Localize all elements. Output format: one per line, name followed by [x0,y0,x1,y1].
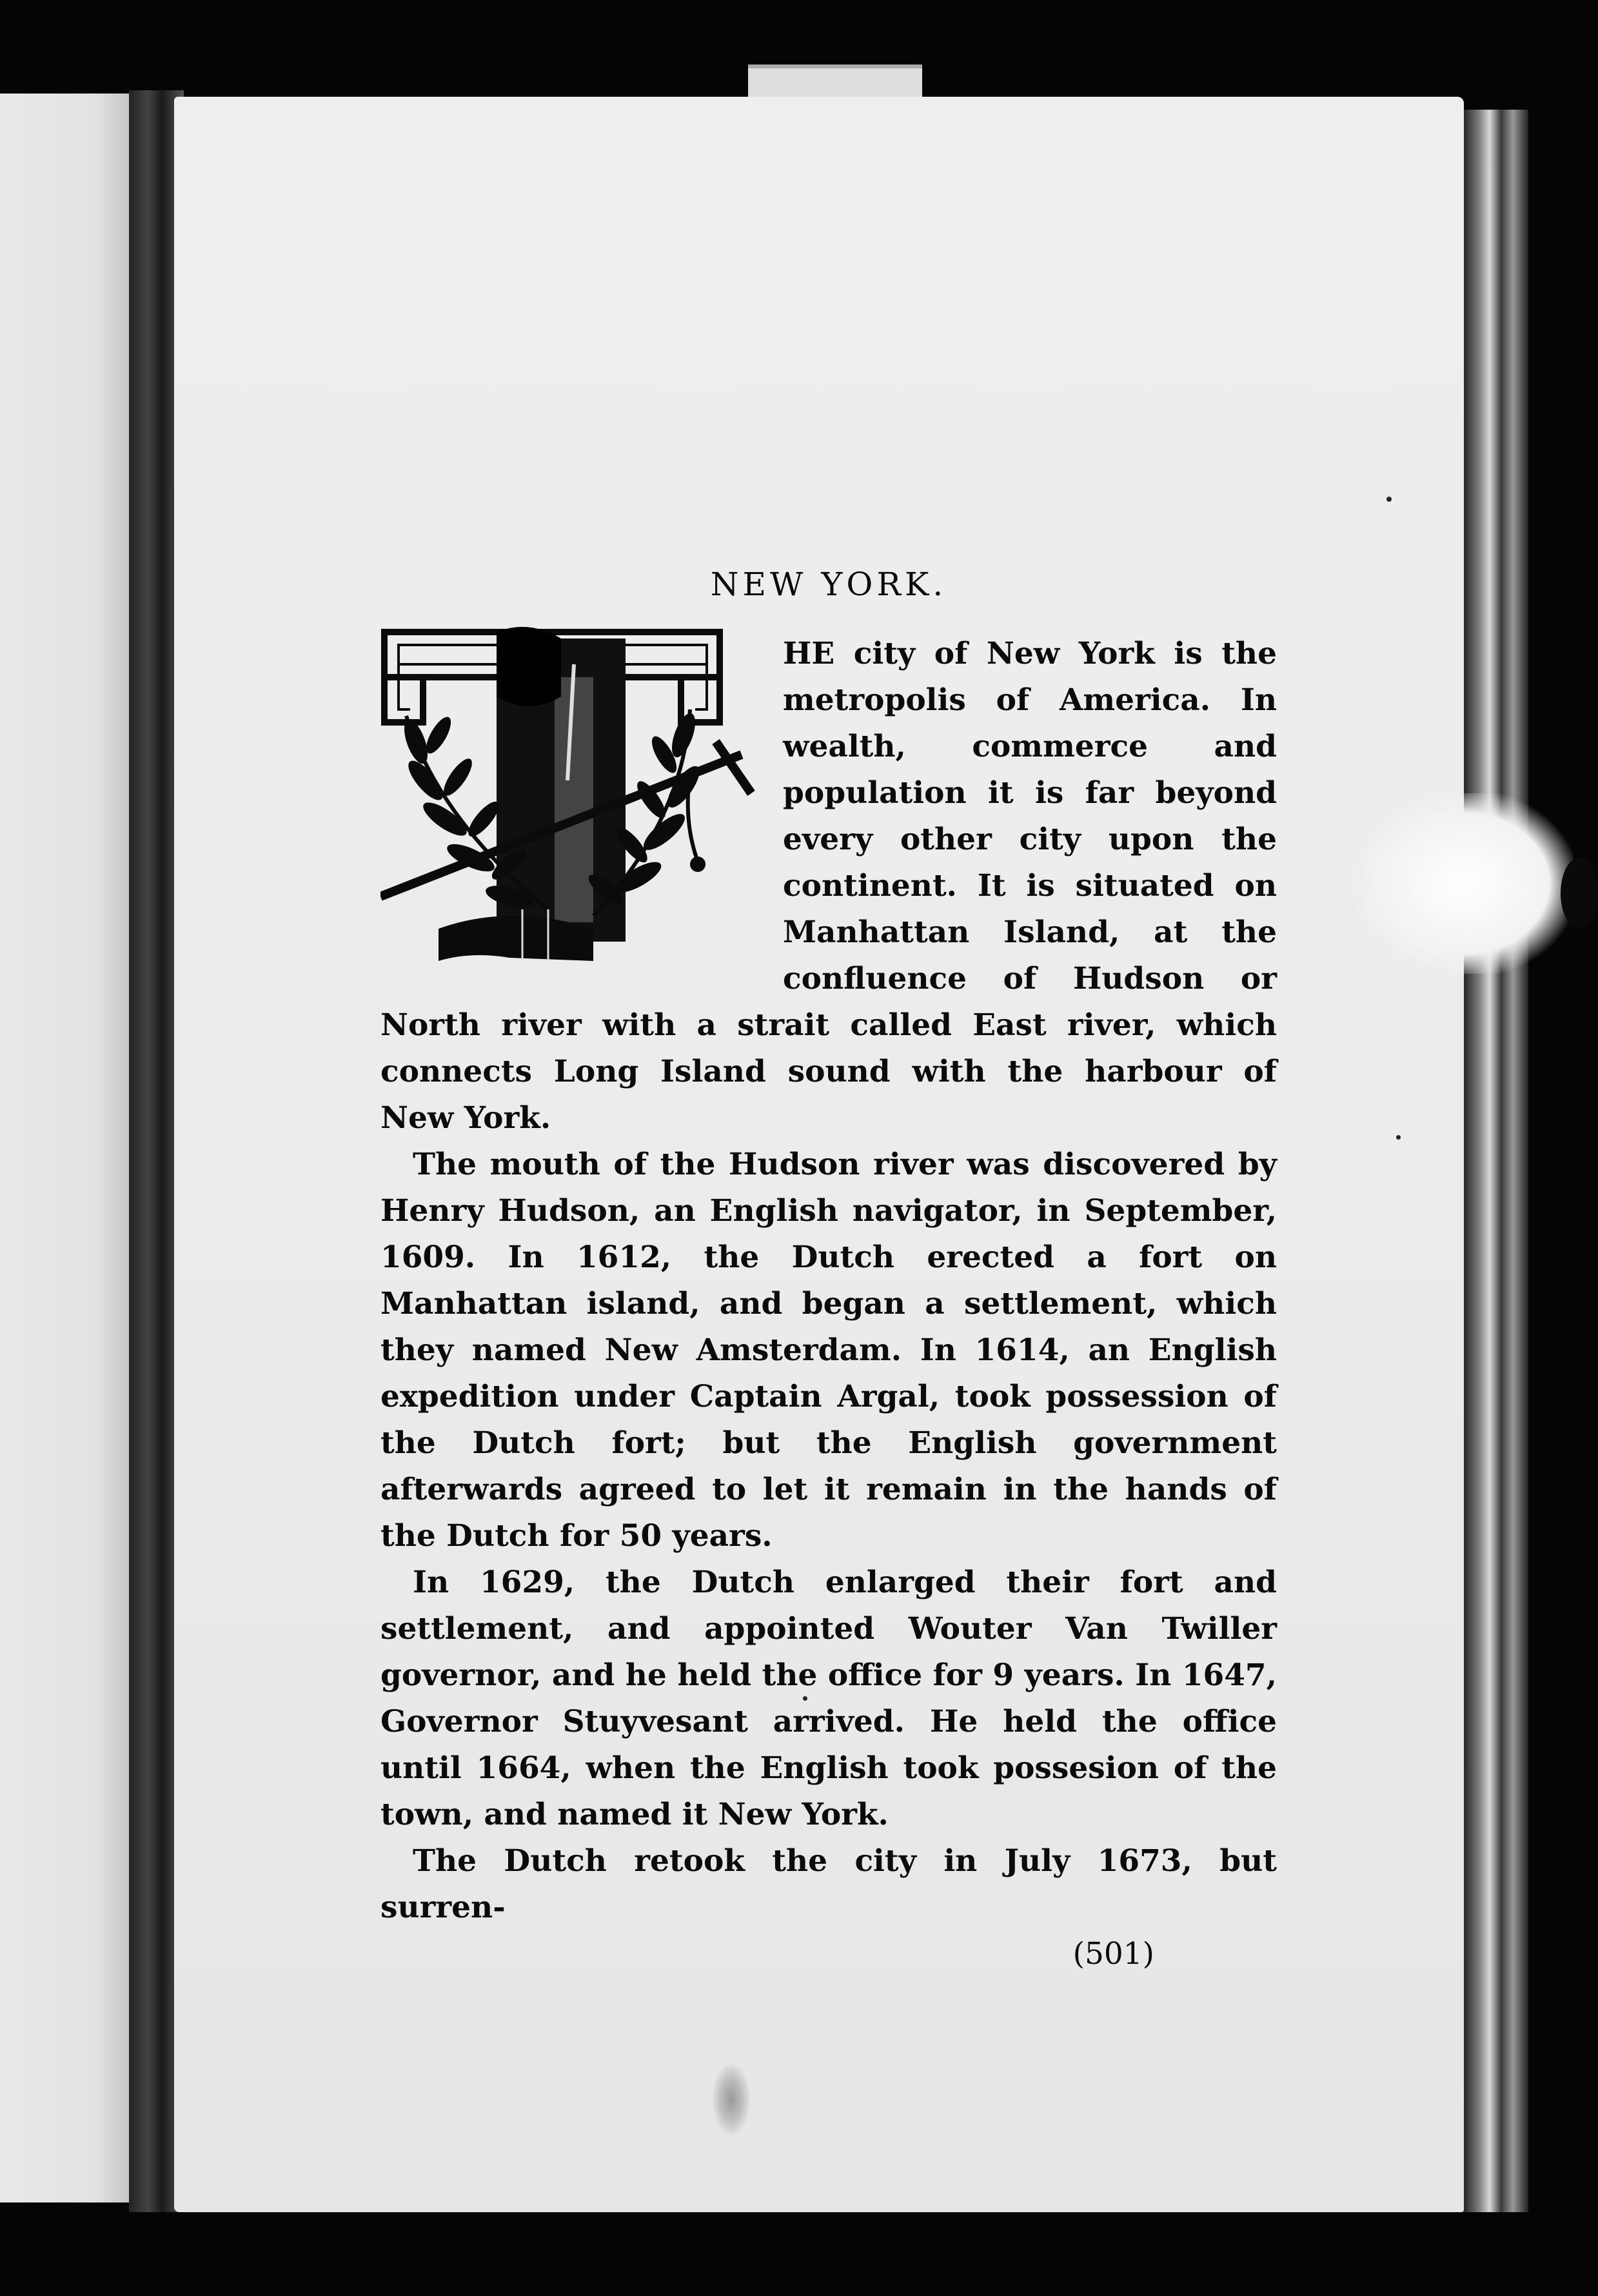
page-title: NEW YORK. [710,566,947,603]
ink-speck [1386,497,1392,502]
paragraph: In 1629, the Dutch enlarged their fort and settlement, and appointed Wouter Van Twiller governor, and he held the office for 9 years. In 1647, Governor Stuyvesant arrived. He held the office until 1664, when the English took possesion of the town, and named it New York. [380,1565,1277,1832]
ink-stain [713,2064,750,2135]
facing-page [0,94,139,2202]
paragraph: The Dutch retook the city in July 1673, but surren- [380,1843,1277,1925]
ink-speck [1396,1135,1401,1140]
ink-speck [803,1696,807,1701]
edge-hole [1561,858,1598,929]
opening-paragraph: HE city of New York is the metropolis of America. In wealth, commerce and population it is far beyond every other city upon the continent. It is situated on Manhattan Island, at the confluence of Hudson or North river with a strait called East river, which connects Long Island sound with the harbour of New York. [380,636,1277,1136]
paragraph: The mouth of the Hudson river was discovered by Henry Hudson, an English navigator, in September, 1609. In 1612, the Dutch erected a fort on Manhattan island, and began a settlement, which they named New Amsterdam. In 1614, an English expedition under Captain Argal, took possession of the Dutch fort; but the English government afterwards agreed to let it remain in the hands of the Dutch for 50 years. [380,1147,1277,1554]
paper-damage [1354,793,1573,974]
decorated-initial-t [380,626,767,961]
page-text [380,561,1277,1977]
page-number: (501) [1072,1936,1154,1972]
